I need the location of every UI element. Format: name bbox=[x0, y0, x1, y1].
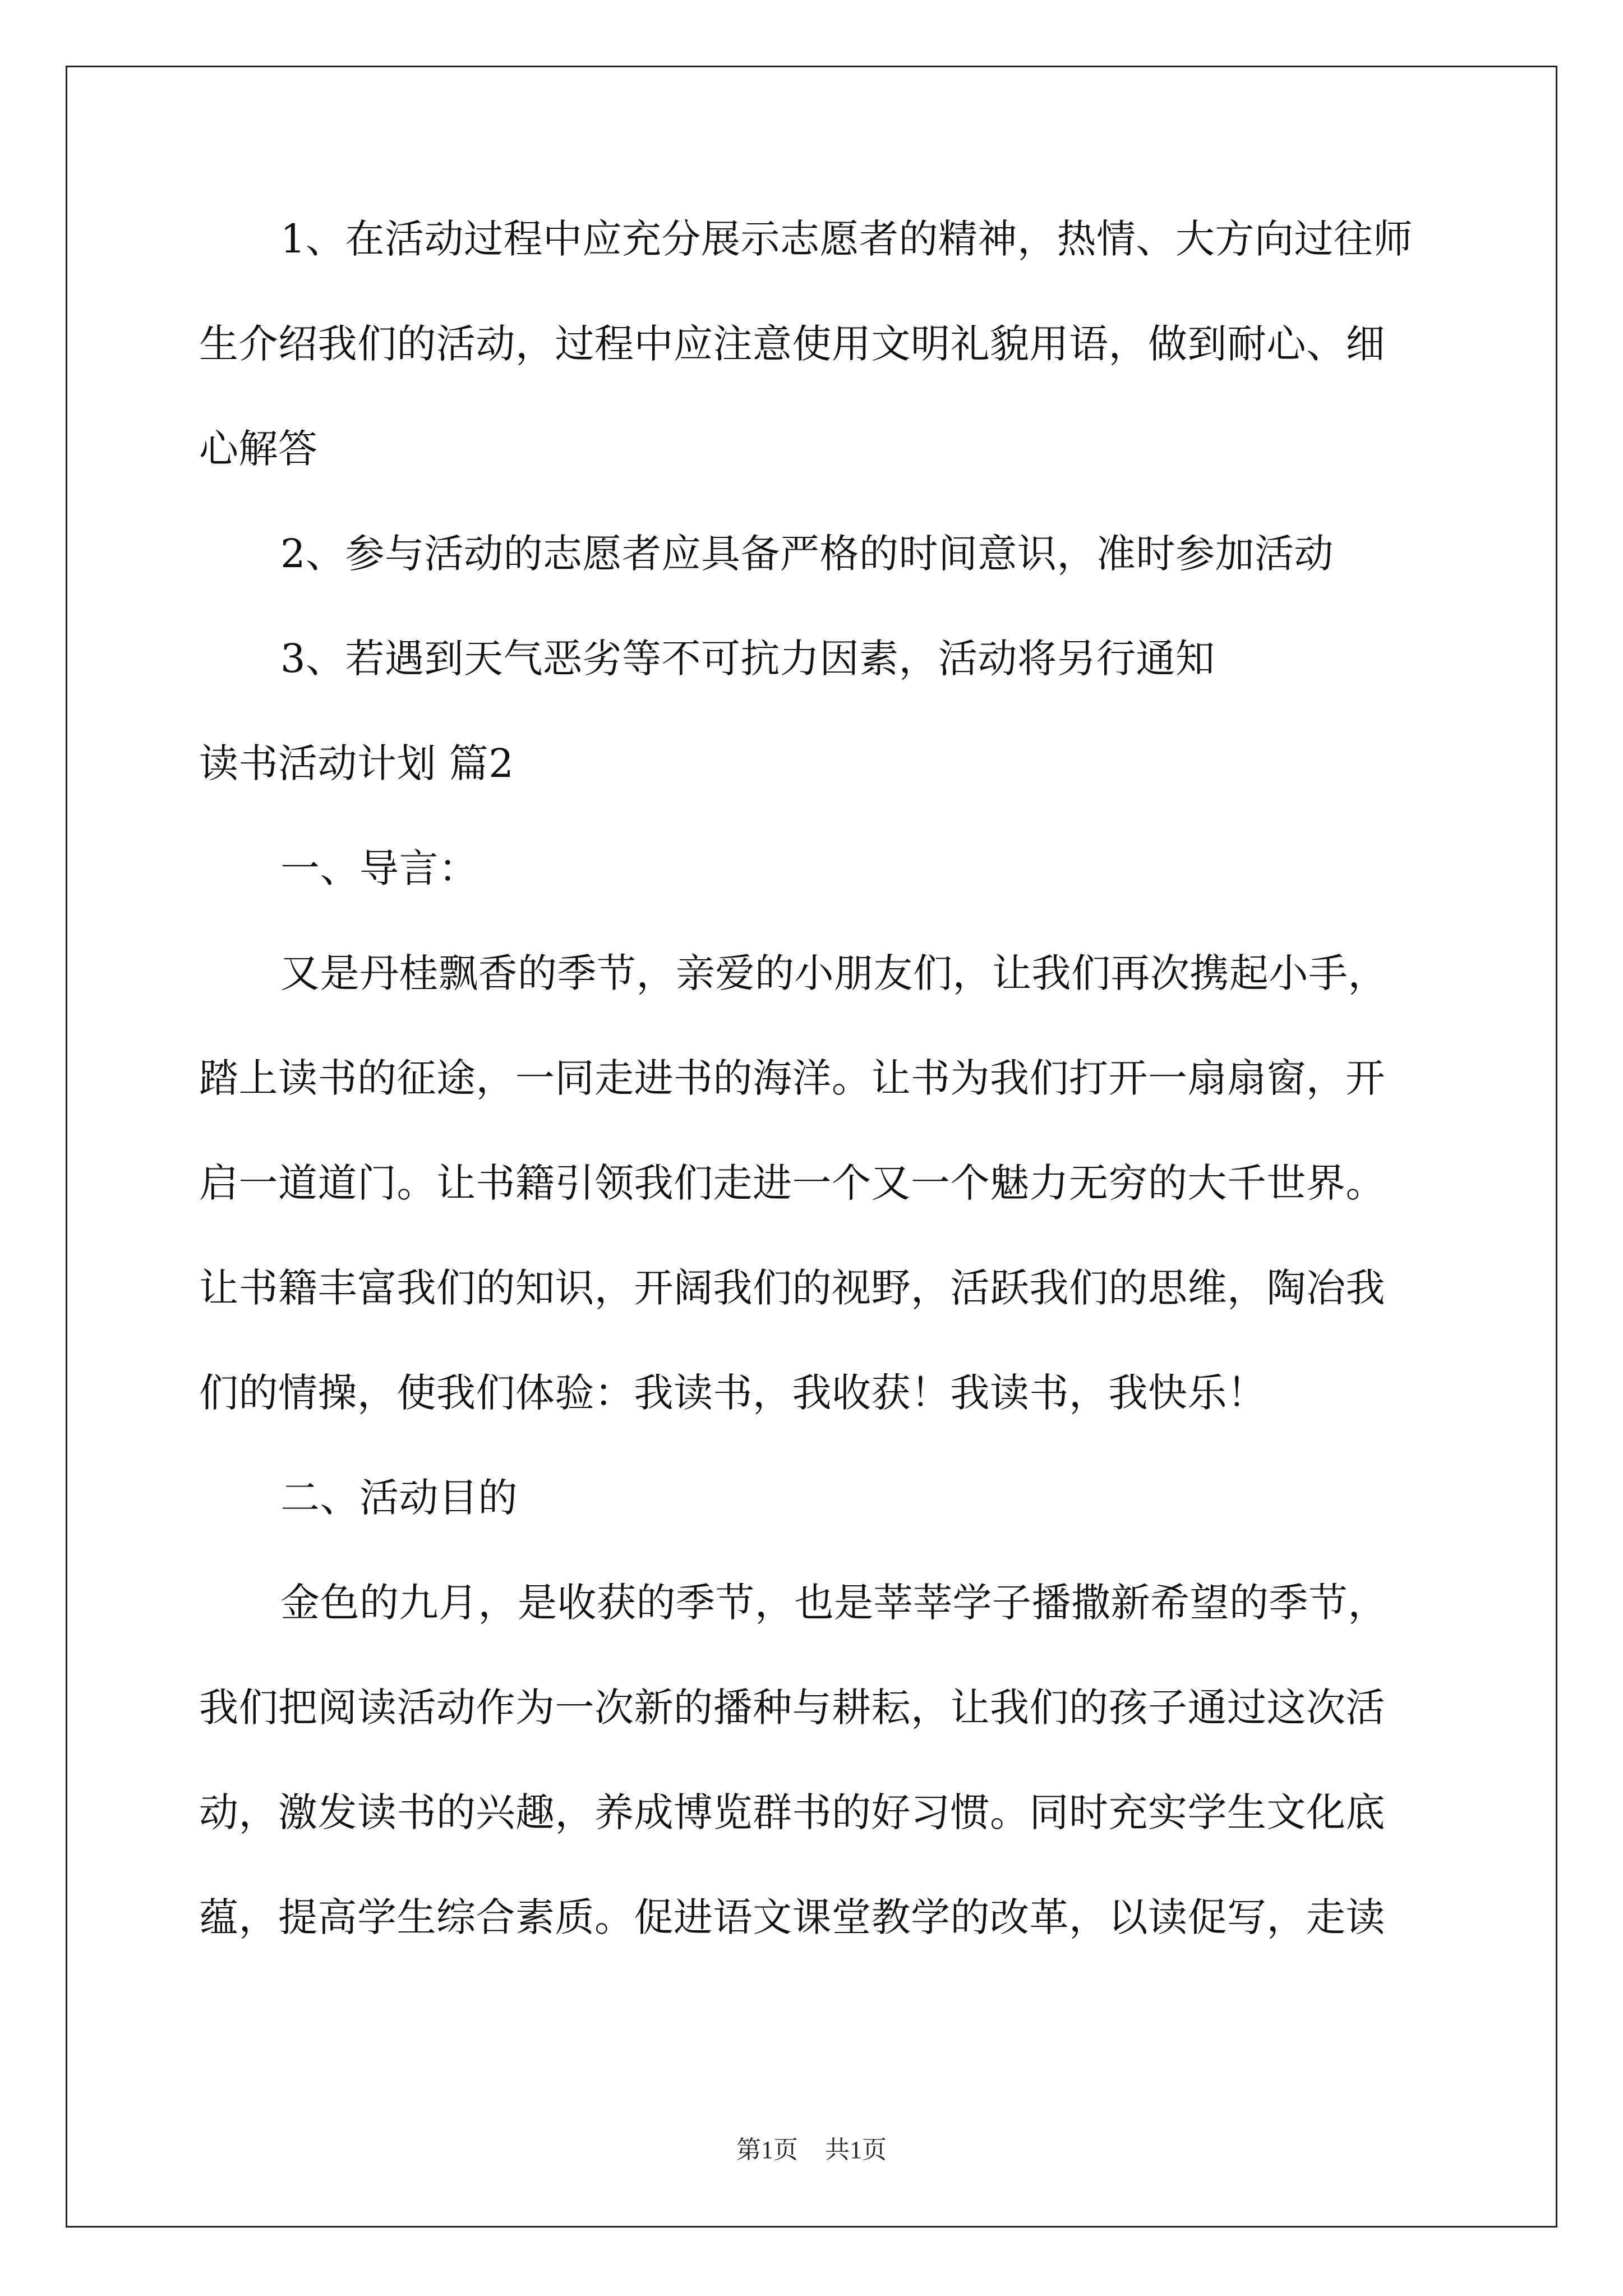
paragraph-line: 踏上读书的征途，一同走进书的海洋。让书为我们打开一扇扇窗，开 bbox=[199, 1055, 1385, 1101]
paragraph-line: 又是丹桂飘香的季节，亲爱的小朋友们，让我们再次携起小手， bbox=[280, 950, 1387, 996]
page-total: 共1页 bbox=[825, 2136, 887, 2164]
paragraph-line: 2、参与活动的志愿者应具备严格的时间意识，准时参加活动 bbox=[280, 531, 1334, 577]
section-heading: 读书活动计划 篇2 bbox=[199, 740, 514, 786]
paragraph-line: 我们把阅读活动作为一次新的播种与耕耘，让我们的孩子通过这次活 bbox=[199, 1685, 1385, 1731]
paragraph-line: 启一道道门。让书籍引领我们走进一个又一个魅力无穷的大千世界。 bbox=[199, 1160, 1385, 1206]
paragraph-line: 动，激发读书的兴趣，养成博览群书的好习惯。同时充实学生文化底 bbox=[199, 1789, 1385, 1835]
page-footer bbox=[0, 2133, 1623, 2167]
paragraph-line: 3、若遇到天气恶劣等不可抗力因素，活动将另行通知 bbox=[280, 636, 1215, 682]
paragraph-line: 蕴，提高学生综合素质。促进语文课堂教学的改革，以读促写，走读 bbox=[199, 1894, 1385, 1940]
paragraph-line: 生介绍我们的活动，过程中应注意使用文明礼貌用语，做到耐心、细 bbox=[199, 321, 1385, 367]
paragraph-line: 让书籍丰富我们的知识，开阔我们的视野，活跃我们的思维，陶冶我 bbox=[199, 1265, 1385, 1311]
paragraph-line: 1、在活动过程中应充分展示志愿者的精神，热情、大方向过往师 bbox=[280, 216, 1413, 262]
page-number: 第1页 bbox=[736, 2136, 798, 2164]
subheading: 一、导言： bbox=[280, 845, 478, 891]
paragraph-line: 心解答 bbox=[199, 426, 318, 472]
paragraph-line: 们的情操，使我们体验：我读书，我收获！我读书，我快乐！ bbox=[199, 1370, 1267, 1416]
subheading: 二、活动目的 bbox=[280, 1475, 518, 1521]
paragraph-line: 金色的九月，是收获的季节，也是莘莘学子播撒新希望的季节， bbox=[280, 1580, 1387, 1626]
